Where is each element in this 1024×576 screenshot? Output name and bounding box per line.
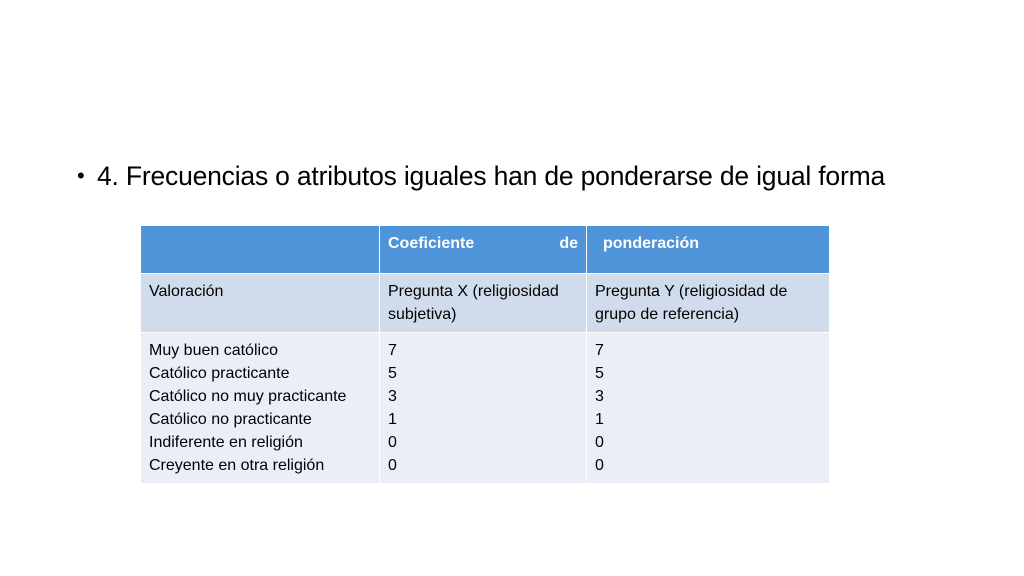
x-value: 0 [388,434,397,451]
subheader-pregunta-y: Pregunta Y (religiosidad de grupo de referencia) [587,274,830,333]
x-value: 1 [388,411,397,428]
table-body-row [141,333,830,484]
y-value: 0 [595,434,604,451]
x-value: 3 [388,388,397,405]
header-coeficiente-text: Coeficiente [388,235,475,252]
y-value: 5 [595,365,604,382]
table-header-row [141,226,830,274]
valoracion-item: Católico practicante [149,365,290,382]
valoracion-item: Muy buen católico [149,342,278,359]
header-ponderacion-text: ponderación [603,235,700,252]
header-cell-coeficiente [380,226,587,274]
table-subheader-row [141,274,830,333]
y-value: 7 [595,342,604,359]
bullet-text: 4. Frecuencias o atributos iguales han de ponderarse de igual forma [97,161,885,191]
weighting-table [140,225,830,484]
x-value: 7 [388,342,397,359]
pregunta-y-values [587,333,830,484]
y-value: 3 [595,388,604,405]
x-value: 5 [388,365,397,382]
valoracion-item: Católico no practicante [149,411,312,428]
header-cell-ponderacion [587,226,830,274]
valoracion-item: Indiferente en religión [149,434,303,451]
y-value: 1 [595,411,604,428]
valoracion-item: Católico no muy practicante [149,388,347,405]
header-de-text: de [559,235,578,252]
pregunta-x-values [380,333,587,484]
x-value: 0 [388,457,397,474]
subheader-valoracion: Valoración [141,274,380,333]
y-value: 0 [595,457,604,474]
bullet-glyph: • [77,163,85,188]
header-cell-empty [141,226,380,274]
bullet-point [77,161,885,192]
subheader-pregunta-x: Pregunta X (religiosidad subjetiva) [380,274,587,333]
valoracion-list [141,333,380,484]
valoracion-item: Creyente en otra religión [149,457,325,474]
